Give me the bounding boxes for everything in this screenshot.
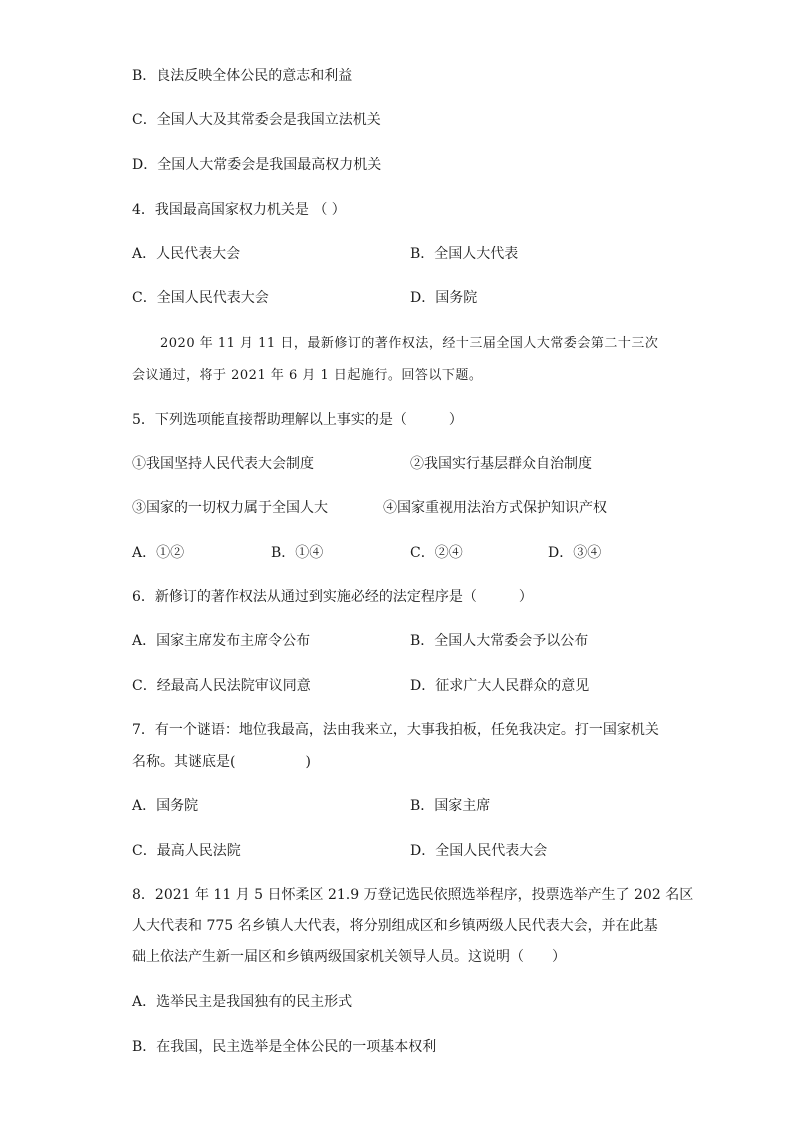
- question-5-option-d: D．③④: [548, 545, 602, 561]
- option-c: C．全国人大及其常委会是我国立法机关: [132, 112, 381, 128]
- material-line-2: 会议通过，将于 2021 年 6 月 1 日起施行。回答以下题。: [132, 368, 483, 383]
- question-6-option-d: D．征求广大人民群众的意见: [410, 678, 590, 694]
- question-8-option-b: B．在我国，民主选举是全体公民的一项基本权利: [132, 1039, 437, 1055]
- question-5-option-c: C．②④: [410, 545, 463, 561]
- question-5-option-b: B．①④: [271, 545, 324, 561]
- question-7-option-b: B．国家主席: [410, 798, 491, 814]
- question-8-stem-line-3: 础上依法产生新一届区和乡镇两级国家机关领导人员。这说明（ ）: [132, 949, 566, 965]
- question-5-item-2: ②我国实行基层群众自治制度: [410, 456, 592, 472]
- option-d: D．全国人大常委会是我国最高权力机关: [132, 157, 382, 173]
- question-4-option-c: C．全国人民代表大会: [132, 290, 269, 306]
- question-5-item-3: ③国家的一切权力属于全国人大: [132, 500, 328, 516]
- question-6-option-b: B．全国人大常委会予以公布: [410, 633, 589, 649]
- question-8-option-a: A．选举民主是我国独有的民主形式: [132, 994, 353, 1010]
- material-line-1: 2020 年 11 月 11 日，最新修订的著作权法，经十三届全国人大常委会第二十三次: [160, 336, 659, 351]
- question-4-option-b: B．全国人大代表: [410, 246, 519, 262]
- question-7-option-a: A．国务院: [132, 798, 199, 814]
- question-4-option-a: A．人民代表大会: [132, 246, 241, 262]
- question-4-option-d: D．国务院: [410, 290, 478, 306]
- question-6-option-c: C．经最高人民法院审议同意: [132, 678, 311, 694]
- question-7-option-c: C．最高人民法院: [132, 843, 241, 859]
- question-7-option-d: D．全国人民代表大会: [410, 843, 548, 859]
- question-5-stem: 5．下列选项能直接帮助理解以上事实的是（ ）: [132, 412, 463, 428]
- question-7-stem-line-1: 7．有一个谜语：地位我最高，法由我来立，大事我拍板，任免我决定。打一国家机关: [132, 722, 659, 738]
- question-7-stem-line-2: 名称。其谜底是( ): [132, 754, 311, 770]
- question-5-item-4: ④国家重视用法治方式保护知识产权: [383, 500, 607, 516]
- question-5-item-1: ①我国坚持人民代表大会制度: [132, 456, 314, 472]
- question-6-option-a: A．国家主席发布主席令公布: [132, 633, 311, 649]
- option-b: B．良法反映全体公民的意志和利益: [132, 68, 353, 84]
- question-5-option-a: A．①②: [132, 545, 185, 561]
- question-8-stem-line-1: 8．2021 年 11 月 5 日怀柔区 21.9 万登记选民依照选举程序，投票选举产生了 202 名区: [132, 887, 694, 903]
- question-8-stem-line-2: 人大代表和 775 名乡镇人大代表，将分别组成区和乡镇两级人民代表大会，并在此基: [132, 918, 658, 934]
- question-4-stem: 4．我国最高国家权力机关是 （ ）: [132, 202, 346, 218]
- question-6-stem: 6．新修订的著作权法从通过到实施必经的法定程序是（ ）: [132, 589, 533, 605]
